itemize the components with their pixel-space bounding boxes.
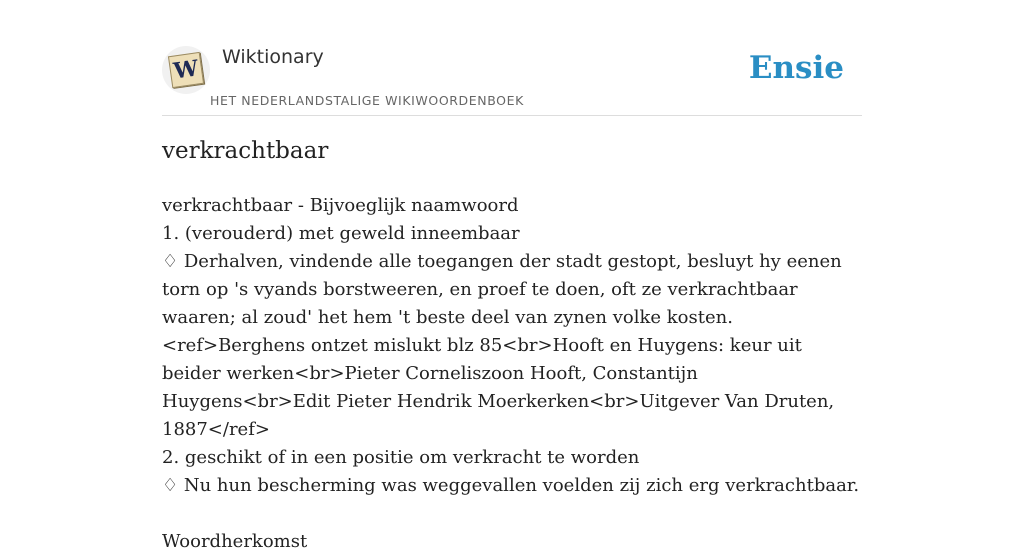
site-name[interactable]: Wiktionary (222, 46, 324, 68)
site-header (162, 0, 862, 116)
wiktionary-logo-icon: W (168, 52, 204, 88)
paragraph-spacer (162, 500, 862, 528)
section-heading-etymology: Woordherkomst (162, 531, 308, 552)
entry-body (162, 192, 862, 556)
definition-1: 1. (verouderd) met geweld inneembaar (162, 223, 520, 244)
page (162, 0, 862, 552)
example-1: ♢ Derhalven, vindende alle toegangen der stadt gestopt, besluyt hy eenen torn op 's vyands borstweeren, en proef te doen, oft ze verkrachtbaar waaren; al zoud' het hem 't beste deel van zynen volke kosten. <ref>Berghens ontzet mislukt blz 85<br>Hooft en Huygens: keur uit beider werken<br>Pieter Corneliszoon Hooft, Constantijn Huygens<br>Edit Pieter Hendrik Moerkerken<br>Uitgever Van Druten, 1887</ref> (162, 251, 842, 440)
ensie-brand-link[interactable]: Ensie (748, 50, 844, 86)
site-tagline: HET NEDERLANDSTALIGE WIKIWOORDENBOEK (210, 93, 524, 108)
page-title: verkrachtbaar (162, 138, 329, 164)
wiktionary-logo[interactable] (162, 46, 210, 94)
definition-2: 2. geschikt of in een positie om verkracht te worden (162, 447, 640, 468)
entry-headline: verkrachtbaar - Bijvoeglijk naamwoord (162, 195, 519, 216)
example-2: ♢ Nu hun bescherming was weggevallen voelden zij zich erg verkrachtbaar. (162, 475, 860, 496)
